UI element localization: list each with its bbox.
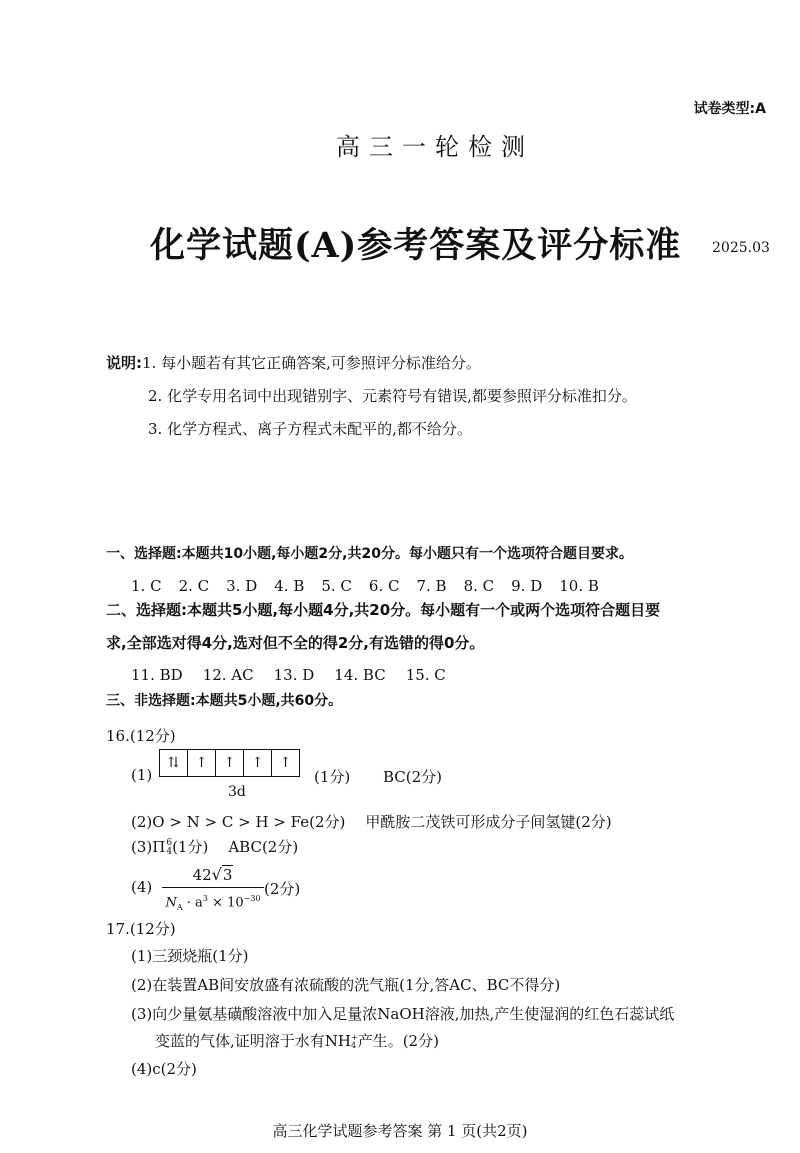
density-fraction [162, 865, 264, 917]
pi-superscript: 6 [166, 838, 173, 848]
section-1-heading: 一、选择题:本题共10小题,每小题2分,共20分。每小题只有一个选项符合题目要求。 [106, 546, 633, 562]
q16-part2-label: (2) [131, 813, 153, 831]
section-2-heading-continued: 求,全部选对得4分,选对但不全的得2分,有选错的得0分。 [106, 634, 485, 652]
q17-part3-score: 产生。(2分) [357, 1032, 439, 1050]
orbital-box: ⇅ [160, 750, 188, 776]
ion-charge: + [350, 1033, 358, 1042]
fraction-numerator: 42√3 [192, 865, 233, 884]
q17-part1: (1)三颈烧瓶(1分) [131, 947, 249, 965]
q17-part2: (2)在装置AB间安放盛有浓硫酸的洗气瓶(1分,答AC、BC不得分) [131, 976, 561, 994]
section-3-heading: 三、非选择题:本题共5小题,共60分。 [106, 693, 343, 709]
orbital-box: ↑ [188, 750, 216, 776]
q16-part4-score: (2分) [264, 880, 301, 898]
orbital-diagram [159, 749, 300, 777]
answer-item: 12. AC [202, 666, 254, 684]
answer-item: 11. BD [131, 666, 183, 684]
answer-item: 9. D [511, 577, 543, 595]
notes-label: 说明: [106, 354, 142, 372]
q17-part3: (3)向少量氨基磺酸溶液中加入足量浓NaOH溶液,加热,产生使湿润的红色石蕊试纸 [131, 1005, 675, 1023]
answer-item: 10. B [559, 577, 599, 595]
note-item: 3. 化学方程式、离子方程式未配平的,都不给分。 [148, 420, 472, 438]
note-item: 2. 化学专用名词中出现错别字、元素符号有错误,都要参照评分标准扣分。 [148, 387, 637, 405]
answer-item: 1. C [131, 577, 162, 595]
q16-part3-answer: ABC(2分) [228, 838, 299, 856]
pi-symbol: Π [152, 838, 166, 856]
orbital-box: ↑ [279, 755, 292, 771]
orbital-label: 3d [228, 784, 246, 800]
q17-part3-continued [155, 1030, 439, 1051]
answer-item: 8. C [463, 577, 495, 595]
avogadro-subscript: A [176, 902, 183, 912]
answer-item: 5. C [321, 577, 352, 595]
page-title: 化学试题(A)参考答案及评分标准 [150, 225, 682, 266]
paper-type-label: 试卷类型:A [693, 101, 766, 117]
q17-header: 17.(12分) [106, 920, 176, 938]
fraction-bar [162, 887, 264, 888]
document-date: 2025.03 [712, 240, 770, 256]
page-footer: 高三化学试题参考答案 第 1 页(共2页) [272, 1122, 528, 1140]
q16-part3-score: (1分) [172, 838, 209, 856]
q16-part4-label: (4) [131, 878, 153, 896]
a-exponent: 3 [202, 894, 208, 903]
q16-part2-answer: O > N > C > H > Fe(2分) [152, 813, 346, 831]
q16-part1-answer: BC(2分) [383, 768, 443, 786]
answer-item: 6. C [368, 577, 400, 595]
answer-item: 13. D [273, 666, 315, 684]
orbital-box: ↑ [244, 750, 272, 776]
q16-part2-reason: 甲酰胺二茂铁可形成分子间氢键(2分) [365, 813, 612, 831]
answer-item: 2. C [178, 577, 210, 595]
note-item: 1. 每小题若有其它正确答案,可参照评分标准给分。 [142, 354, 481, 372]
notes-line-1 [106, 352, 481, 373]
fraction-denominator [162, 890, 264, 917]
denominator-a: · a [182, 895, 203, 911]
q16-part1-score: (1分) [314, 768, 351, 786]
numerator-coefficient: 42 [192, 866, 212, 884]
pi-subscript: 4 [166, 847, 173, 857]
answer-item: 14. BC [334, 666, 386, 684]
section-2-heading: 二、选择题:本题共5小题,每小题4分,共20分。每小题有一个或两个选项符合题目要 [106, 601, 661, 619]
q16-part3-label: (3) [131, 838, 153, 856]
answer-item: 7. B [416, 577, 447, 595]
q17-part4: (4)c(2分) [131, 1060, 197, 1078]
numerator-radicand: 3 [222, 866, 233, 884]
ion-subscript: 4 [350, 1041, 357, 1050]
q16-part2 [131, 811, 612, 832]
exam-name: 高三一轮检测 [336, 133, 534, 161]
answer-item: 15. C [405, 666, 446, 684]
answer-item: 4. B [274, 577, 305, 595]
q17-part3-text: 变蓝的气体,证明溶于水有NH [155, 1032, 351, 1050]
avogadro-symbol: N [165, 895, 177, 911]
power-exponent: −30 [243, 894, 261, 903]
denominator-power: × 10 [207, 895, 244, 911]
section-1-answers [131, 577, 599, 595]
q16-header: 16.(12分) [106, 727, 176, 745]
section-2-answers [131, 666, 446, 684]
q16-part3 [131, 836, 298, 857]
answer-item: 3. D [226, 577, 258, 595]
orbital-box: ↑ [216, 750, 244, 776]
q16-part1-label: (1) [131, 766, 153, 784]
